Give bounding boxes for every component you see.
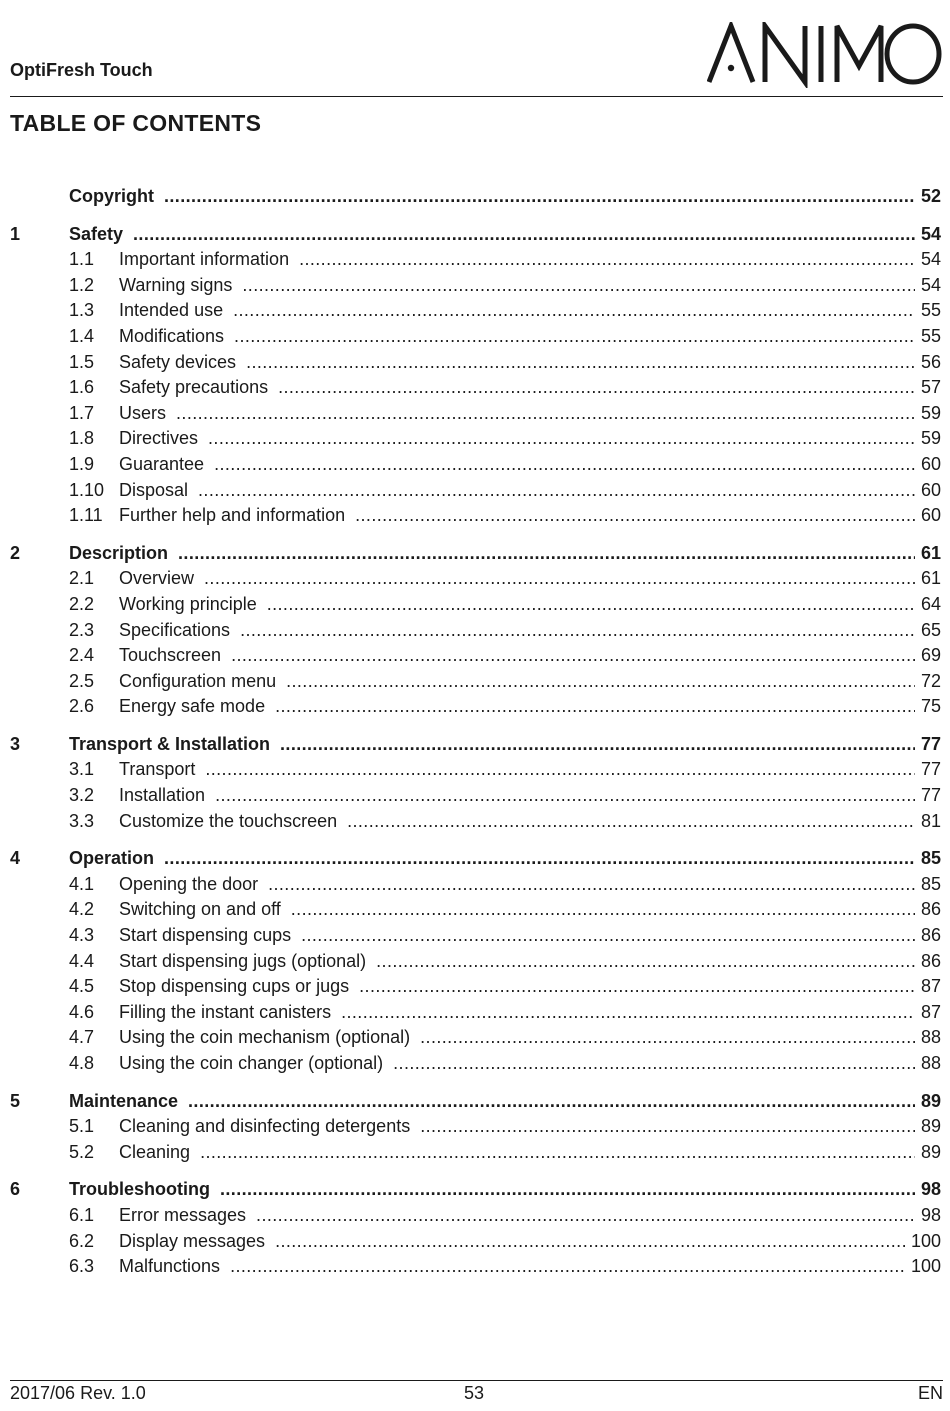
toc-entry-title: Start dispensing cups — [119, 925, 292, 946]
toc-entry-page: 60 — [920, 453, 941, 474]
toc-entry[interactable] — [10, 426, 941, 452]
toc-entry-page: 59 — [920, 428, 941, 449]
dot-leader — [278, 375, 915, 401]
toc-entry-page: 72 — [920, 670, 941, 691]
toc-entry[interactable] — [10, 809, 941, 835]
toc-entry-page: 81 — [920, 810, 941, 831]
toc-entry[interactable] — [10, 783, 941, 809]
dot-leader — [220, 1177, 915, 1203]
dot-leader — [164, 846, 915, 872]
toc-entry-page: 100 — [910, 1256, 941, 1277]
toc-entry-title: Configuration menu — [119, 670, 277, 691]
dot-leader — [393, 1051, 915, 1077]
toc-entry-number: 4.8 — [69, 1053, 95, 1073]
toc-entry[interactable] — [10, 222, 941, 248]
toc-entry-page: 54 — [920, 249, 941, 270]
dot-leader — [178, 541, 915, 567]
toc-entry-page: 85 — [920, 848, 941, 869]
toc-entry-title: Switching on and off — [119, 899, 281, 920]
toc-entry[interactable] — [10, 618, 941, 644]
toc-entry-number: 1 — [10, 223, 21, 244]
toc-entry[interactable] — [10, 375, 941, 401]
toc-entry-number: 1.7 — [69, 402, 95, 423]
toc-entry-number: 4 — [10, 848, 21, 869]
toc-entry-title: Installation — [119, 785, 206, 806]
toc-entry-page: 98 — [920, 1204, 941, 1225]
toc-entry-title: Using the coin mechanism (optional) — [119, 1027, 411, 1048]
toc-entry[interactable] — [10, 541, 941, 567]
dot-leader — [246, 350, 915, 376]
toc-entry-page: 60 — [920, 505, 941, 526]
dot-leader — [240, 618, 915, 644]
toc-entry[interactable] — [10, 923, 941, 949]
dot-leader — [215, 783, 915, 809]
toc-entry-number: 4.6 — [69, 1001, 95, 1022]
toc-entry-title: Users — [119, 402, 167, 423]
toc-entry[interactable] — [10, 1177, 941, 1203]
dot-leader — [286, 669, 915, 695]
toc-entry-title: Warning signs — [119, 274, 233, 295]
toc-entry-title: Operation — [69, 848, 155, 869]
toc-entry[interactable] — [10, 592, 941, 618]
dot-leader — [420, 1114, 915, 1140]
toc-entry-number: 2.6 — [69, 696, 95, 717]
toc-entry-number: 2.5 — [69, 670, 95, 691]
toc-entry-number: 1.5 — [69, 351, 95, 372]
toc-entry-title: Safety devices — [119, 351, 237, 372]
toc-entry-title: Safety precautions — [119, 377, 269, 398]
toc-entry-page: 61 — [920, 542, 941, 563]
toc-entry-title: Touchscreen — [119, 645, 222, 666]
dot-leader — [205, 757, 915, 783]
toc-entry-page: 98 — [920, 1179, 941, 1200]
revision-label: 2017/06 Rev. 1.0 — [10, 1383, 146, 1403]
toc-entry-title: Intended use — [119, 300, 224, 321]
dot-leader — [347, 809, 915, 835]
toc-entry-number: 3.1 — [69, 759, 95, 780]
toc-entry-title: Copyright — [69, 186, 154, 206]
toc-entry[interactable] — [10, 694, 941, 720]
toc-entry[interactable] — [10, 350, 941, 376]
toc-entry[interactable] — [10, 1051, 941, 1077]
toc-entry-title: Guarantee — [119, 453, 205, 474]
toc-entry-number: 1.1 — [69, 249, 95, 270]
toc-entry-page: 55 — [920, 300, 941, 321]
dot-leader — [233, 298, 915, 324]
dot-leader — [214, 452, 915, 478]
toc-entry-page: 52 — [920, 186, 941, 206]
toc-entry-title: Maintenance — [69, 1090, 179, 1111]
toc-entry[interactable] — [10, 1000, 941, 1026]
toc-entry[interactable] — [10, 1089, 941, 1115]
toc-entry-title: Start dispensing jugs (optional) — [119, 950, 367, 971]
dot-leader — [133, 222, 915, 248]
toc-entry-page: 89 — [920, 1141, 941, 1162]
toc-entry-page: 87 — [920, 1001, 941, 1022]
toc-entry-number: 4.5 — [69, 976, 95, 997]
toc-entry-number: 1.11 — [69, 505, 103, 526]
dot-leader — [208, 426, 915, 452]
dot-leader — [188, 1089, 915, 1115]
toc-entry[interactable] — [10, 401, 941, 427]
toc-entry-title: Customize the touchscreen — [119, 810, 338, 831]
dot-leader — [299, 247, 915, 273]
toc-entry[interactable] — [10, 846, 941, 872]
page-header — [10, 0, 943, 97]
dot-leader — [376, 949, 915, 975]
toc-entry-title: Overview — [119, 568, 195, 589]
toc-entry-number: 4.7 — [69, 1027, 95, 1048]
toc-entry-title: Display messages — [119, 1230, 266, 1251]
toc-entry-number: 3.2 — [69, 785, 95, 806]
toc-entry-page: 56 — [920, 351, 941, 372]
dot-leader — [176, 401, 915, 427]
toc-entry-title: Error messages — [119, 1204, 247, 1225]
toc-entry-title: Transport & Installation — [69, 733, 271, 754]
toc-entry-page: 86 — [920, 925, 941, 946]
toc-entry[interactable] — [10, 1140, 941, 1166]
toc-entry-number: 3.3 — [69, 810, 95, 831]
toc-entry-number: 5.1 — [69, 1116, 95, 1137]
toc-entry[interactable] — [10, 757, 941, 783]
dot-leader — [355, 503, 915, 529]
page-number: 53 — [464, 1383, 485, 1403]
language-label: EN — [917, 1383, 943, 1403]
toc-entry-page: 69 — [920, 645, 941, 666]
dot-leader — [200, 1140, 915, 1166]
toc-entry-page: 88 — [920, 1027, 941, 1048]
toc-entry-title: Cleaning and disinfecting detergents — [119, 1116, 411, 1137]
toc-entry[interactable] — [10, 897, 941, 923]
toc-entry[interactable] — [10, 1229, 941, 1255]
toc-entry-page: 65 — [920, 619, 941, 640]
dot-leader — [198, 478, 915, 504]
toc-entry[interactable] — [10, 974, 941, 1000]
toc-entry[interactable] — [10, 184, 941, 210]
toc-entry[interactable] — [10, 273, 941, 299]
toc-entry[interactable] — [10, 247, 941, 273]
toc-entry-title: Opening the door — [119, 873, 259, 894]
toc-entry[interactable] — [10, 478, 941, 504]
toc-entry-page: 54 — [920, 223, 941, 244]
toc-entry-number: 1.9 — [69, 453, 95, 474]
toc-entry-number: 5 — [10, 1090, 21, 1111]
toc-entry-number: 1.6 — [69, 377, 95, 398]
toc-entry-title: Stop dispensing cups or jugs — [119, 976, 350, 997]
dot-leader — [268, 872, 915, 898]
toc-entry-page: 64 — [920, 593, 941, 614]
dot-leader — [301, 923, 915, 949]
toc-entry-page: 77 — [920, 785, 941, 806]
toc-entry[interactable] — [10, 1254, 941, 1280]
toc-entry[interactable] — [10, 872, 941, 898]
dot-leader — [204, 566, 915, 592]
dot-leader — [234, 324, 915, 350]
toc-entry-number: 2.4 — [69, 645, 95, 666]
toc-entry-number: 2.1 — [69, 568, 95, 589]
toc-entry-page: 85 — [920, 873, 941, 894]
toc-entry-page: 100 — [910, 1230, 941, 1251]
dot-leader — [164, 184, 915, 210]
toc-entry[interactable] — [10, 949, 941, 975]
dot-leader — [280, 732, 915, 758]
dot-leader — [275, 1229, 905, 1255]
dot-leader — [230, 1254, 905, 1280]
toc-entry-number: 1.8 — [69, 428, 95, 449]
toc-entry-number: 4.2 — [69, 899, 95, 920]
toc-entry-page: 88 — [920, 1053, 941, 1073]
toc-entry-number: 6.1 — [69, 1204, 95, 1225]
dot-leader — [275, 694, 915, 720]
toc-entry-title: Modifications — [119, 325, 225, 346]
toc-entry-page: 55 — [920, 325, 941, 346]
toc-entry-number: 4.4 — [69, 950, 95, 971]
toc-entry-title: Using the coin changer (optional) — [119, 1053, 384, 1073]
dot-leader — [242, 273, 915, 299]
toc-entry-title: Troubleshooting — [69, 1179, 210, 1200]
dot-leader — [359, 974, 915, 1000]
toc-entry-title: Energy safe mode — [119, 696, 266, 717]
toc-entry[interactable] — [10, 298, 941, 324]
toc-entry-title: Important information — [119, 249, 290, 270]
toc-entry-title: Description — [69, 542, 169, 563]
toc-entry-number: 1.10 — [69, 479, 105, 500]
dot-leader — [341, 1000, 915, 1026]
toc-entry-page: 60 — [920, 479, 941, 500]
toc-entry-number: 1.4 — [69, 325, 95, 346]
toc-entry-number: 6.3 — [69, 1256, 95, 1277]
toc-entry-page: 89 — [920, 1116, 941, 1137]
toc-entry-page: 86 — [920, 950, 941, 971]
toc-entry-title: Directives — [119, 428, 199, 449]
toc-entry[interactable] — [10, 452, 941, 478]
toc-entry-page: 54 — [920, 274, 941, 295]
toc-entry-number: 2.2 — [69, 593, 95, 614]
toc-entry[interactable] — [10, 1203, 941, 1229]
toc-entry-page: 87 — [920, 976, 941, 997]
toc-entry-title: Malfunctions — [119, 1256, 221, 1277]
toc-entry-page: 61 — [920, 568, 941, 589]
dot-leader — [267, 592, 915, 618]
toc-entry-page: 86 — [920, 899, 941, 920]
toc-entry[interactable] — [10, 566, 941, 592]
toc-entry-page: 59 — [920, 402, 941, 423]
toc-title: TABLE OF CONTENTS — [10, 110, 262, 136]
toc-entry-page: 77 — [920, 759, 941, 780]
table-of-contents — [10, 184, 941, 1280]
toc-entry-number: 5.2 — [69, 1141, 95, 1162]
product-name: OptiFresh Touch — [10, 60, 153, 80]
toc-entry-title: Specifications — [119, 619, 231, 640]
toc-entry-title: Safety — [69, 223, 124, 244]
toc-entry-number: 4.3 — [69, 925, 95, 946]
toc-entry-title: Transport — [119, 759, 196, 780]
dot-leader — [256, 1203, 915, 1229]
toc-entry-title: Filling the instant canisters — [119, 1001, 332, 1022]
toc-entry-title: Working principle — [119, 593, 257, 614]
toc-entry[interactable] — [10, 1114, 941, 1140]
toc-entry[interactable] — [10, 1025, 941, 1051]
toc-entry[interactable] — [10, 669, 941, 695]
toc-entry-page: 75 — [920, 696, 941, 717]
toc-entry-number: 4.1 — [69, 873, 95, 894]
toc-entry-number: 1.2 — [69, 274, 95, 295]
toc-entry[interactable] — [10, 732, 941, 758]
dot-leader — [420, 1025, 915, 1051]
toc-entry-page: 57 — [920, 377, 941, 398]
toc-entry[interactable] — [10, 503, 941, 529]
toc-entry-number: 6.2 — [69, 1230, 95, 1251]
toc-entry-number: 2.3 — [69, 619, 95, 640]
toc-entry[interactable] — [10, 324, 941, 350]
toc-entry-number: 2 — [10, 542, 21, 563]
toc-entry[interactable] — [10, 643, 941, 669]
toc-entry-page: 89 — [920, 1090, 941, 1111]
toc-entry-title: Further help and information — [119, 505, 346, 526]
animo-logo — [707, 22, 943, 88]
dot-leader — [231, 643, 915, 669]
toc-entry-title: Cleaning — [119, 1141, 191, 1162]
toc-entry-number: 6 — [10, 1179, 21, 1200]
page-footer — [10, 1380, 943, 1411]
toc-entry-number: 3 — [10, 733, 21, 754]
dot-leader — [291, 897, 915, 923]
toc-entry-title: Disposal — [119, 479, 189, 500]
toc-entry-page: 77 — [920, 733, 941, 754]
toc-entry-number: 1.3 — [69, 300, 95, 321]
